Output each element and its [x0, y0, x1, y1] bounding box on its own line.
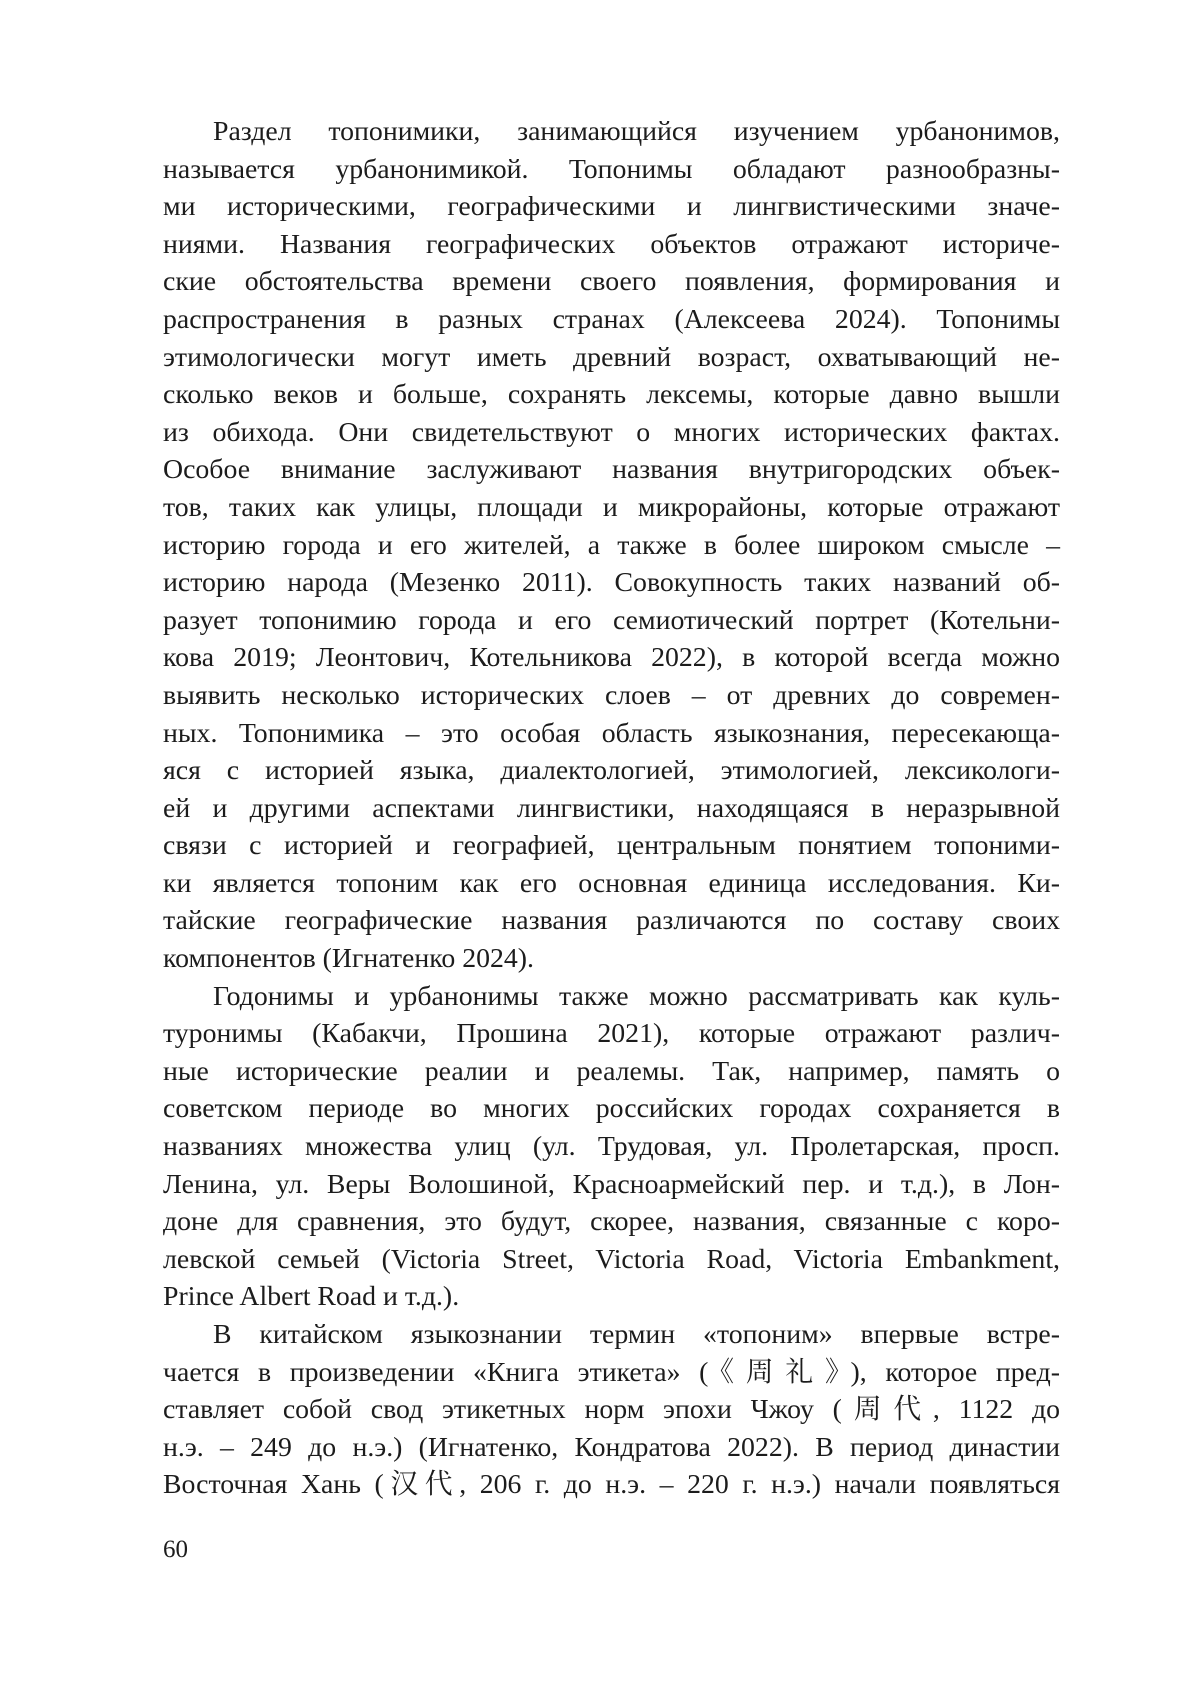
text-line: Ленина, ул. Веры Волошиной, Красноармейский пер. и т.д.), в Лон-: [163, 1166, 1060, 1204]
text-line: ки является топоним как его основная единица исследования. Ки-: [163, 865, 1060, 903]
text-line: Годонимы и урбанонимы также можно рассматривать как куль-: [163, 978, 1060, 1016]
text-line: В китайском языкознании термин «топоним» впервые встре-: [163, 1316, 1060, 1354]
text-line: ские обстоятельства времени своего появления, формирования и: [163, 263, 1060, 301]
text-line: тайские географические названия различаются по составу своих: [163, 902, 1060, 940]
text-line: ных. Топонимика – это особая область языкознания, пересекающа-: [163, 715, 1060, 753]
text-line: ные исторические реалии и реалемы. Так, например, память о: [163, 1053, 1060, 1091]
paragraph-3: [163, 1316, 1060, 1504]
text-line: ставляет собой свод этикетных норм эпохи Чжоу (周代, 1122 до: [163, 1391, 1060, 1429]
body-text: [163, 113, 1060, 1504]
paragraph-2: [163, 978, 1060, 1316]
text-line: из обихода. Они свидетельствуют о многих исторических фактах.: [163, 414, 1060, 452]
text-line: Раздел топонимики, занимающийся изучением урбанонимов,: [163, 113, 1060, 151]
text-line: доне для сравнения, это будут, скорее, названия, связанные с коро-: [163, 1203, 1060, 1241]
text-line: называется урбанонимикой. Топонимы обладают разнообразны-: [163, 151, 1060, 189]
text-line: разует топонимию города и его семиотический портрет (Котельни-: [163, 602, 1060, 640]
text-line: левской семьей (Victoria Street, Victoria Road, Victoria Embankment,: [163, 1241, 1060, 1279]
text-line: яся с историей языка, диалектологией, этимологией, лексикологи-: [163, 752, 1060, 790]
text-line: ми историческими, географическими и лингвистическими значе-: [163, 188, 1060, 226]
text-line: ей и другими аспектами лингвистики, находящаяся в неразрывной: [163, 790, 1060, 828]
text-line: историю народа (Мезенко 2011). Совокупность таких названий об-: [163, 564, 1060, 602]
text-line: связи с историей и географией, центральным понятием топоними-: [163, 827, 1060, 865]
text-line: кова 2019; Леонтович, Котельникова 2022), в которой всегда можно: [163, 639, 1060, 677]
text-line: этимологически могут иметь древний возраст, охватывающий не-: [163, 339, 1060, 377]
book-page: [0, 0, 1200, 1703]
text-line: тов, таких как улицы, площади и микрорайоны, которые отражают: [163, 489, 1060, 527]
text-line: чается в произведении «Книга этикета» (《周礼》), которое пред-: [163, 1354, 1060, 1392]
paragraph-1: [163, 113, 1060, 978]
page-number: 60: [163, 1535, 188, 1565]
text-line: Особое внимание заслуживают названия внутригородских объек-: [163, 451, 1060, 489]
text-line: н.э. – 249 до н.э.) (Игнатенко, Кондратова 2022). В период династии: [163, 1429, 1060, 1467]
text-line: названиях множества улиц (ул. Трудовая, ул. Пролетарская, просп.: [163, 1128, 1060, 1166]
text-line: Восточная Хань (汉代, 206 г. до н.э. – 220 г. н.э.) начали появляться: [163, 1466, 1060, 1504]
text-line: туронимы (Кабакчи, Прошина 2021), которые отражают различ-: [163, 1015, 1060, 1053]
text-line: Prince Albert Road и т.д.).: [163, 1278, 1060, 1316]
text-line: компонентов (Игнатенко 2024).: [163, 940, 1060, 978]
text-line: сколько веков и больше, сохранять лексемы, которые давно вышли: [163, 376, 1060, 414]
text-line: распространения в разных странах (Алексеева 2024). Топонимы: [163, 301, 1060, 339]
text-line: ниями. Названия географических объектов отражают историче-: [163, 226, 1060, 264]
text-line: выявить несколько исторических слоев – от древних до современ-: [163, 677, 1060, 715]
text-line: советском периоде во многих российских городах сохраняется в: [163, 1090, 1060, 1128]
text-line: историю города и его жителей, а также в более широком смысле –: [163, 527, 1060, 565]
